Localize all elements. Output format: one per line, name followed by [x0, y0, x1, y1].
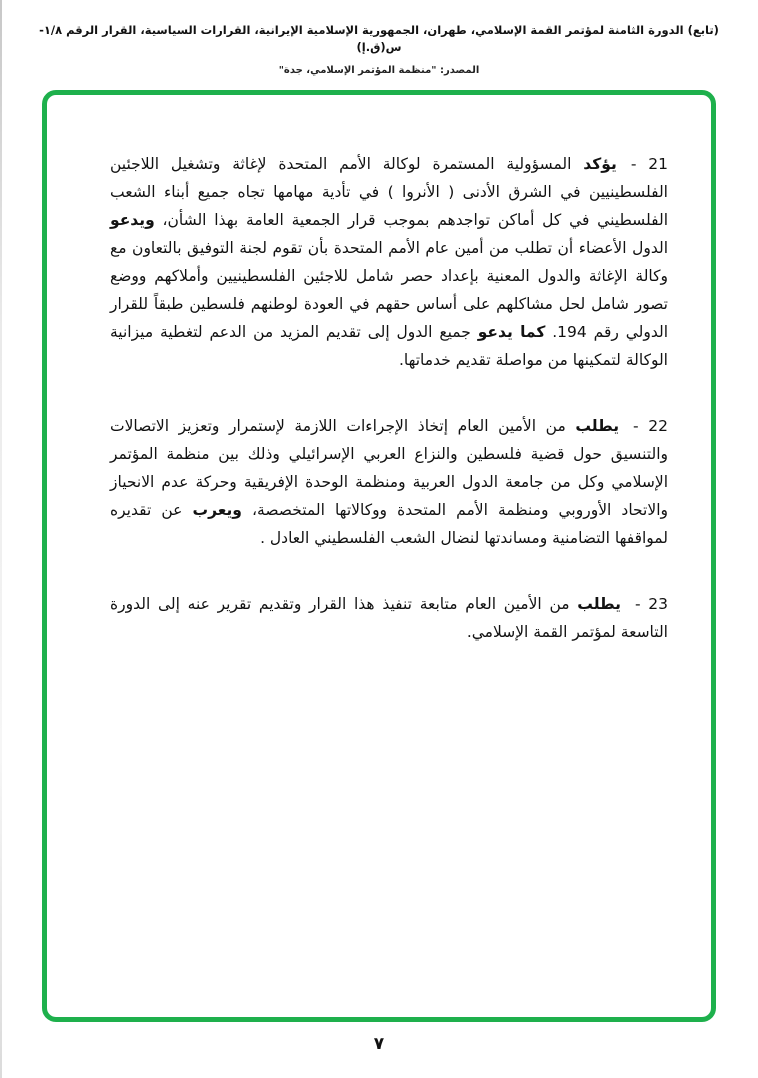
scan-edge-artifact: [0, 0, 2, 1078]
paragraph-lead-verb: يطلب: [575, 417, 620, 435]
resolution-paragraph-21: [110, 150, 668, 374]
paragraph-text: الدول الأعضاء أن تطلب من أمين عام الأمم المتحدة بأن تقوم لجنة التوفيق بالتعاون مع وكالة الإغاثة والدول المعنية بإعداد حصر شامل للاجئين الفلسطينيين وأملاكهم ووضع تصور شامل لحل مشاكلهم على أساس حقهم في العودة لوطنهم فلسطين طبقاً للقرار الدولي رقم 194.: [110, 239, 669, 341]
paragraph-text: من الأمين العام إتخاذ الإجراءات اللازمة لإستمرار وتعزيز الاتصالات والتنسيق حول قضية فلسطين والنزاع العربي الإسرائيلي وذلك بين منظمة المؤتمر الإسلامي وكل من جامعة الدول العربية ومنظمة الوحدة الإفريقية وحركة عدم الانحياز والاتحاد الأوروبي ومنظمة الأمم المتحدة ووكالاتها المتخصصة،: [110, 417, 668, 519]
paragraph-lead-verb: يطلب: [577, 595, 621, 613]
paragraph-number: 23 -: [634, 595, 668, 613]
paragraph-text: جميع الدول إلى تقديم المزيد من الدعم لتغطية ميزانية الوكالة لتمكينها من مواصلة تقديم خدماتها.: [110, 323, 668, 369]
paragraph-number: 21 -: [630, 155, 668, 173]
resolution-paragraph-22: [110, 412, 668, 552]
paragraph-emphasis-verb: ويدعو: [110, 211, 155, 229]
document-source-line: المصدر: "منظمة المؤتمر الإسلامي، جدة": [278, 64, 480, 76]
paragraph-lead-verb: يؤكد: [583, 155, 617, 173]
page-number: ٧: [373, 1034, 385, 1054]
resolution-paragraph-23: [110, 590, 668, 646]
resolution-body: [110, 150, 668, 684]
paragraph-number: 22 -: [633, 417, 668, 435]
paragraph-emphasis-verb: كما يدعو: [477, 323, 546, 341]
document-header-title: (تابع) الدورة الثامنة لمؤتمر القمة الإسلامي، طهران، الجمهورية الإسلامية الإيرانية، القرارات السياسية، القرار الرقم ١/٨-س(ق.إ): [39, 23, 719, 55]
paragraph-text: من الأمين العام متابعة تنفيذ هذا القرار وتقديم تقرير عنه إلى الدورة التاسعة لمؤتمر القمة الإسلامي.: [110, 595, 668, 641]
paragraph-text: المسؤولية المستمرة لوكالة الأمم المتحدة لإغاثة وتشغيل اللاجئين الفلسطينيين في الشرق الأدنى ( الأنروا ) في تأدية مهامها تجاه جميع أبناء الشعب الفلسطيني في كل أماكن تواجدهم بموجب قرار الجمعية العامة بهذا الشأن،: [110, 155, 668, 229]
paragraph-text: عن تقديره لمواقفها التضامنية ومساندتها لنضال الشعب الفلسطيني العادل .: [110, 501, 668, 547]
document-header: [30, 22, 728, 76]
paragraph-emphasis-verb: ويعرب: [192, 501, 242, 519]
